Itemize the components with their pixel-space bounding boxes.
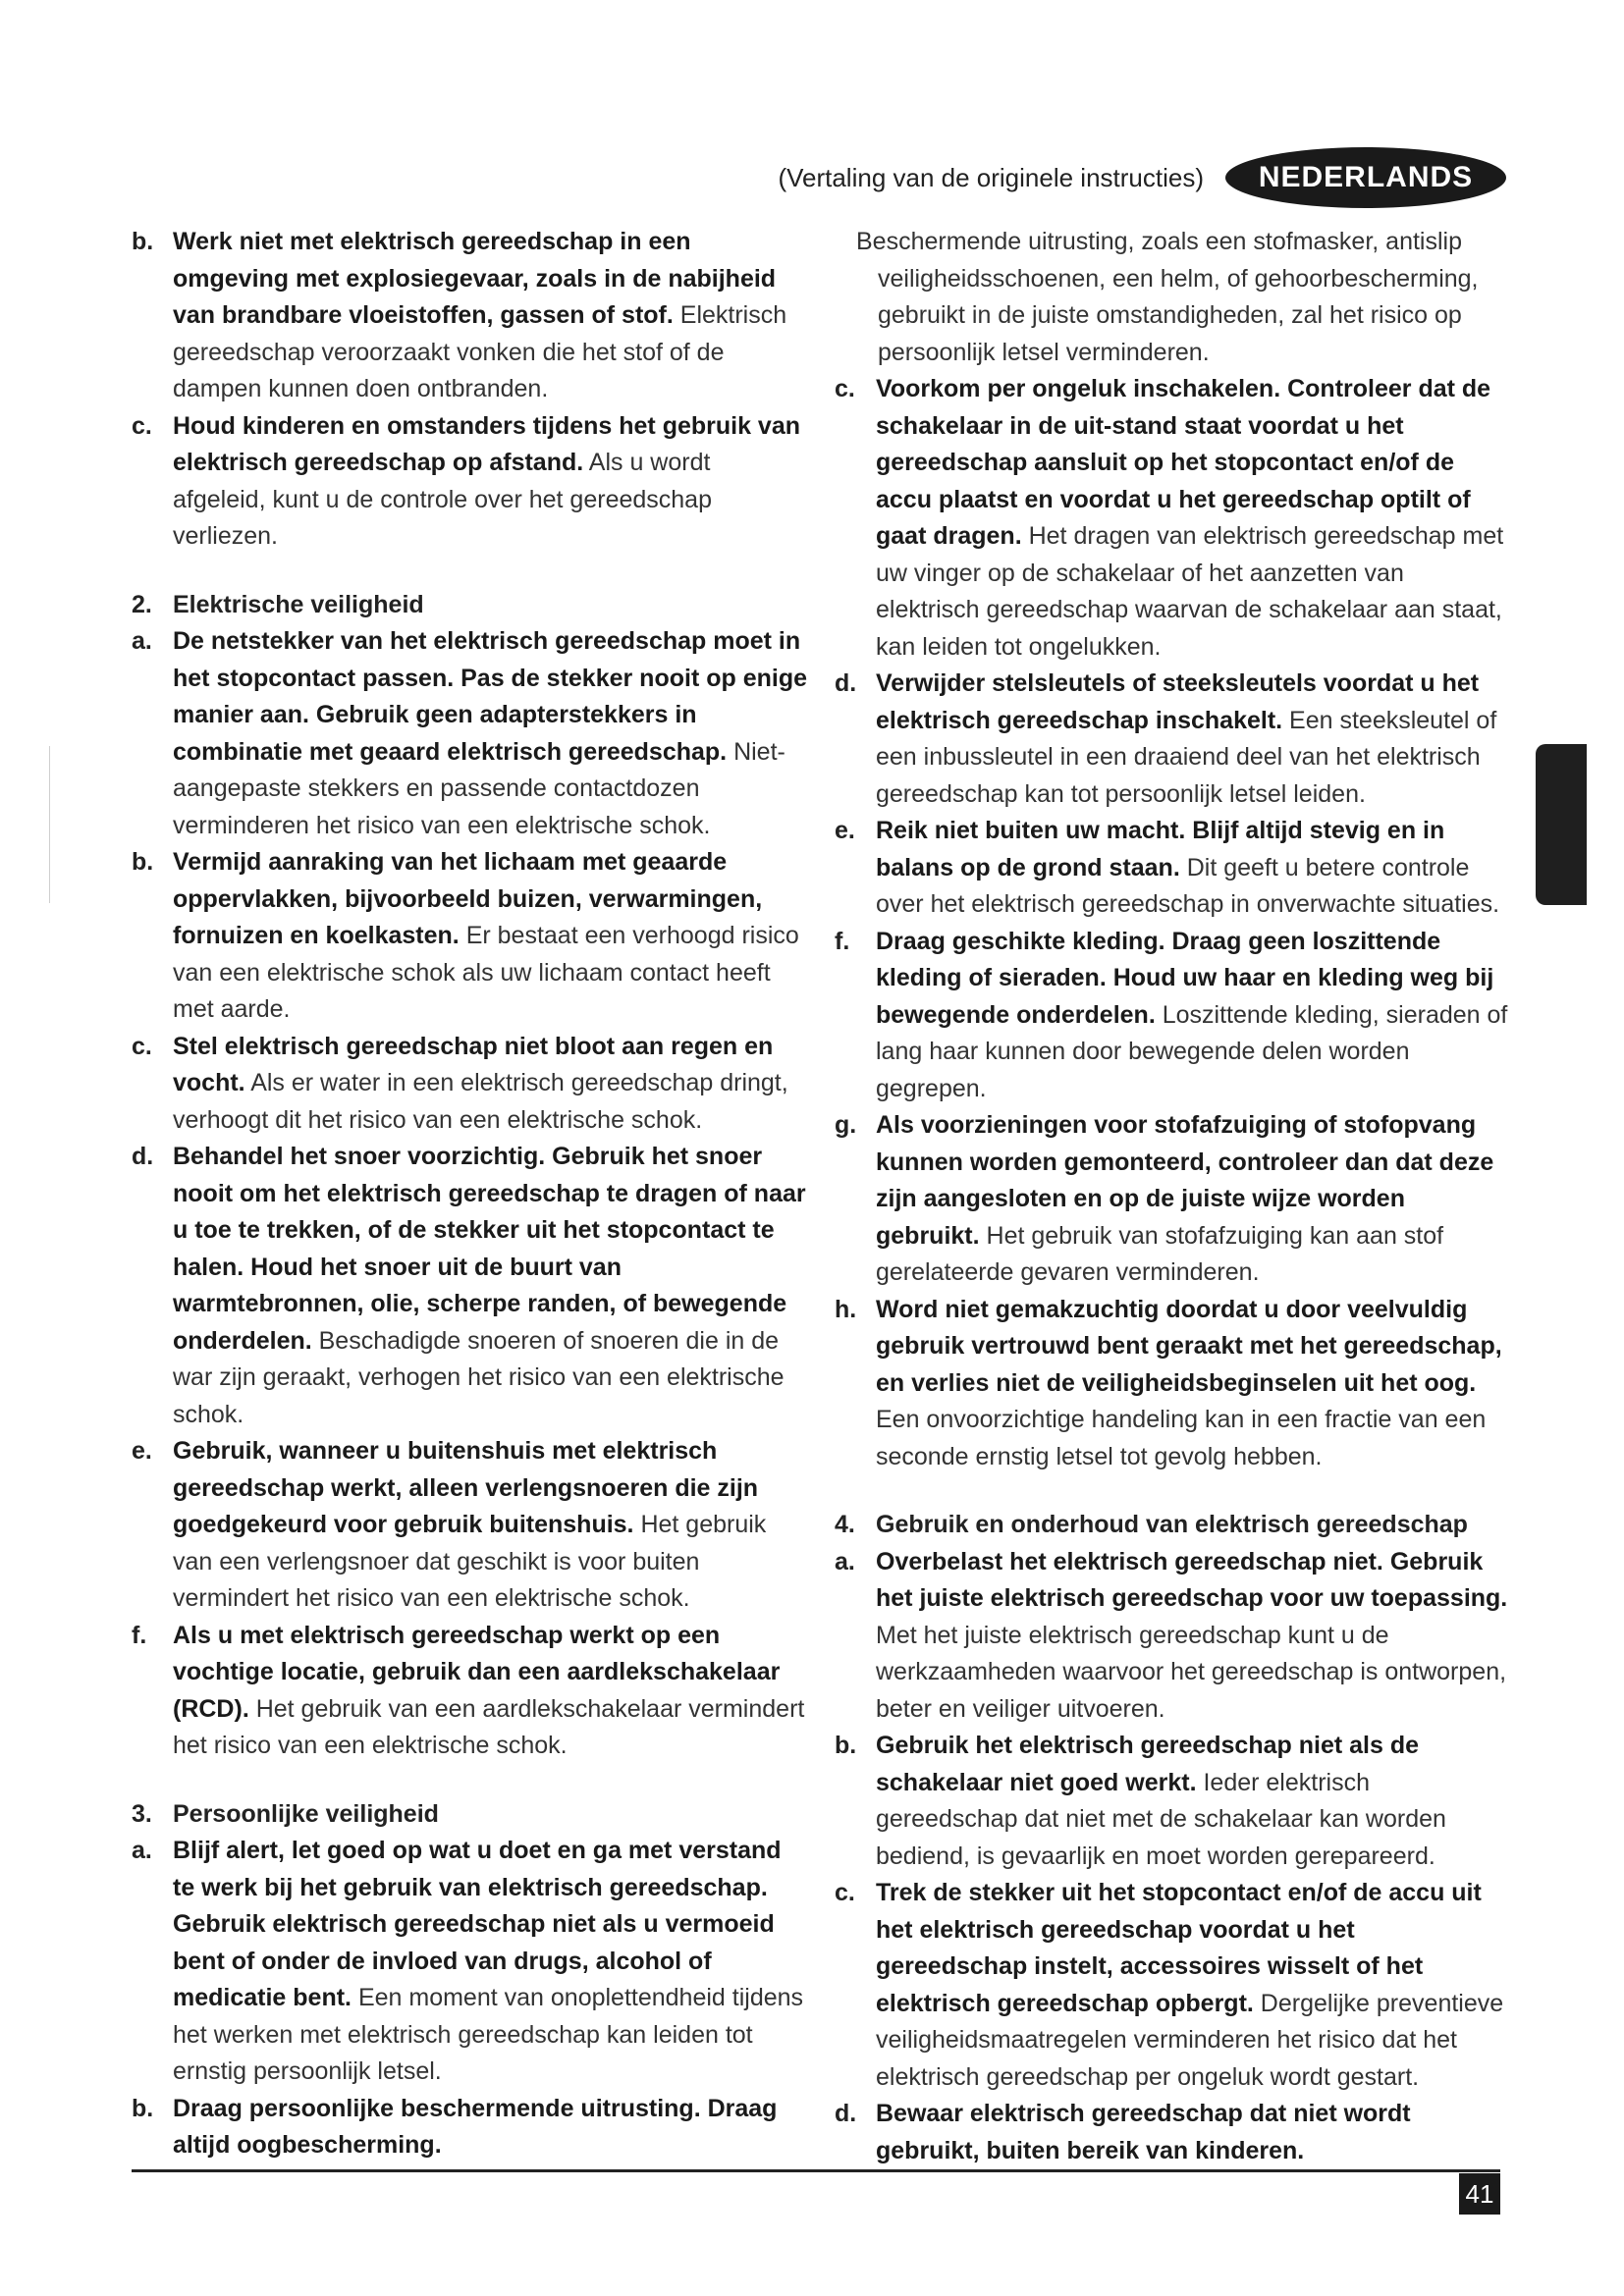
section-heading: 2. Elektrische veiligheid [132, 590, 424, 618]
section-heading: 3. Persoonlijke veiligheid [132, 1799, 439, 1828]
section-heading: 4. Gebruik en onderhoud van elektrisch gereedschap [835, 1511, 1468, 1538]
list-item: g. Als voorzieningen voor stofafzuiging of stofopvang kunnen worden gemonteerd, controleer dan dat deze zijn aangesloten en op de juiste wijze worden gebruikt. Het gebruik van stofafzuiging kan aan stof gerelateerde gevaren verminderen. [835, 1111, 1494, 1286]
list-item: f. Als u met elektrisch gereedschap werkt op een vochtige locatie, gebruik dan een aardlekschakelaar (RCD). Het gebruik van een aardlekschakelaar vermindert het risico van een elektrische schok. [132, 1621, 805, 1759]
list-item: b. Werk niet met elektrisch gereedschap in een omgeving met explosiegevaar, zoals in de nabijheid van brandbare vloeistoffen, gassen of stof. Elektrisch gereedschap veroorzaakt vonken die het stof of de dampen kunnen doen ontbranden. [132, 228, 787, 402]
list-item: d. Behandel het snoer voorzichtig. Gebruik het snoer nooit om het elektrisch gereedschap te dragen of naar u toe te trekken, of de stekker uit het stopcontact te halen. Houd het snoer uit de buurt van warmtebronnen, olie, scherpe randen, of bewegende onderdelen. Beschadigde snoeren of snoeren die in de war zijn geraakt, verhogen het risico van een elektrische schok. [132, 1143, 806, 1428]
list-item: a. Blijf alert, let goed op wat u doet en ga met verstand te werk bij het gebruik van elektrisch gereedschap. Gebruik elektrisch gereedschap niet als u vermoeid bent of onder de invloed van drugs, alcohol of medicatie bent. Een moment van onoplettendheid tijdens het werken met elektrisch gereedschap kan leiden tot ernstig persoonlijk letsel. [132, 1837, 804, 2085]
section-tab [1536, 744, 1587, 905]
list-item: b. Gebruik het elektrisch gereedschap niet als de schakelaar niet goed werkt. Ieder elektrisch gereedschap dat niet met de schakelaar kan worden bediend, is gevaarlijk en moet worden gerepareerd. [835, 1732, 1446, 1870]
list-item: d. Bewaar elektrisch gereedschap dat niet wordt gebruikt, buiten bereik van kinderen. [835, 2100, 1411, 2164]
list-item: a. De netstekker van het elektrisch gereedschap moet in het stopcontact passen. Pas de stekker nooit op enige manier aan. Gebruik geen adapterstekkers in combinatie met geaard elektrisch gereedschap. Niet-aangepaste stekkers en passende contactdozen verminderen het risico van een elektrische schok. [132, 627, 807, 839]
list-item: h. Word niet gemakzuchtig doordat u door veelvuldig gebruik vertrouwd bent geraakt met het gereedschap, en verlies niet de veiligheidsbeginselen uit het oog. Een onvoorzichtige handeling kan in een fractie van een seconde ernstig letsel tot gevolg hebben. [835, 1295, 1502, 1470]
list-item: c. Stel elektrisch gereedschap niet bloot aan regen en vocht. Als er water in een elektrisch gereedschap dringt, verhoogt dit het risico van een elektrische schok. [132, 1032, 788, 1134]
page-number: 41 [1459, 2173, 1500, 2215]
list-item: f. Draag geschikte kleding. Draag geen loszittende kleding of sieraden. Houd uw haar en kleding weg bij bewegende onderdelen. Loszittende kleding, sieraden of lang haar kunnen door bewegende delen worden gegrepen. [835, 927, 1508, 1102]
right-column [835, 224, 1510, 2169]
margin-line [49, 746, 50, 903]
list-item: c. Houd kinderen en omstanders tijdens het gebruik van elektrisch gereedschap op afstand. Als u wordt afgeleid, kunt u de controle over het gereedschap verliezen. [132, 411, 801, 550]
translation-note: (Vertaling van de originele instructies) [778, 162, 1204, 192]
list-item: b. Vermijd aanraking van het lichaam met geaarde oppervlakken, bijvoorbeeld buizen, verwarmingen, fornuizen en koelkasten. Er bestaat een verhoogd risico van een elektrische schok als uw lichaam contact heeft met aarde. [132, 848, 799, 1023]
list-item: b. Draag persoonlijke beschermende uitrusting. Draag altijd oogbescherming. [132, 2094, 778, 2159]
list-item: c. Voorkom per ongeluk inschakelen. Controleer dat de schakelaar in de uit-stand staat voordat u het gereedschap aansluit op het stopcontact en/of de accu plaatst en voordat u het gereedschap optilt of gaat dragen. Het dragen van elektrisch gereedschap met uw vinger op de schakelaar of het aanzetten van elektrisch gereedschap waarvan de schakelaar aan staat, kan leiden tot ongelukken. [835, 375, 1504, 661]
list-item: c. Trek de stekker uit het stopcontact en/of de accu uit het elektrisch gereedschap voordat u het gereedschap instelt, accessoires wisselt of het elektrisch gereedschap opbergt. Dergelijke preventieve veiligheidsmaatregelen verminderen het risico dat het elektrisch gereedschap per ongeluk wordt gestart. [835, 1879, 1504, 2091]
page-header [778, 147, 1506, 208]
list-item: e. Gebruik, wanneer u buitenshuis met elektrisch gereedschap werkt, alleen verlengsnoeren die zijn goedgekeurd voor gebruik buitenshuis. Het gebruik van een verlengsnoer dat geschikt is voor buiten vermindert het risico van een elektrische schok. [132, 1437, 767, 1612]
left-column [132, 224, 809, 2164]
list-item: e. Reik niet buiten uw macht. Blijf altijd stevig en in balans op de grond staan. Dit geeft u betere controle over het elektrisch gereedschap in onverwachte situaties. [835, 817, 1500, 918]
list-item: a. Overbelast het elektrisch gereedschap niet. Gebruik het juiste elektrisch gereedschap voor uw toepassing. Met het juiste elektrisch gereedschap kunt u de werkzaamheden waarvoor het gereedschap is ontworpen, beter en veiliger uitvoeren. [835, 1547, 1508, 1723]
list-item: d. Verwijder stelsleutels of steeksleutels voordat u het elektrisch gereedschap inschakelt. Een steeksleutel of een inbussleutel in een draaiend deel van het elektrisch gereedschap kan tot persoonlijk letsel leiden. [835, 669, 1497, 808]
continued-text: Beschermende uitrusting, zoals een stofmasker, antislip veiligheidsschoenen, een helm, of gehoorbescherming, gebruikt in de juiste omstandigheden, zal het risico op persoonlijk letsel verminderen. [856, 228, 1479, 366]
language-badge: NEDERLANDS [1225, 147, 1506, 208]
footer-rule [132, 2169, 1500, 2172]
